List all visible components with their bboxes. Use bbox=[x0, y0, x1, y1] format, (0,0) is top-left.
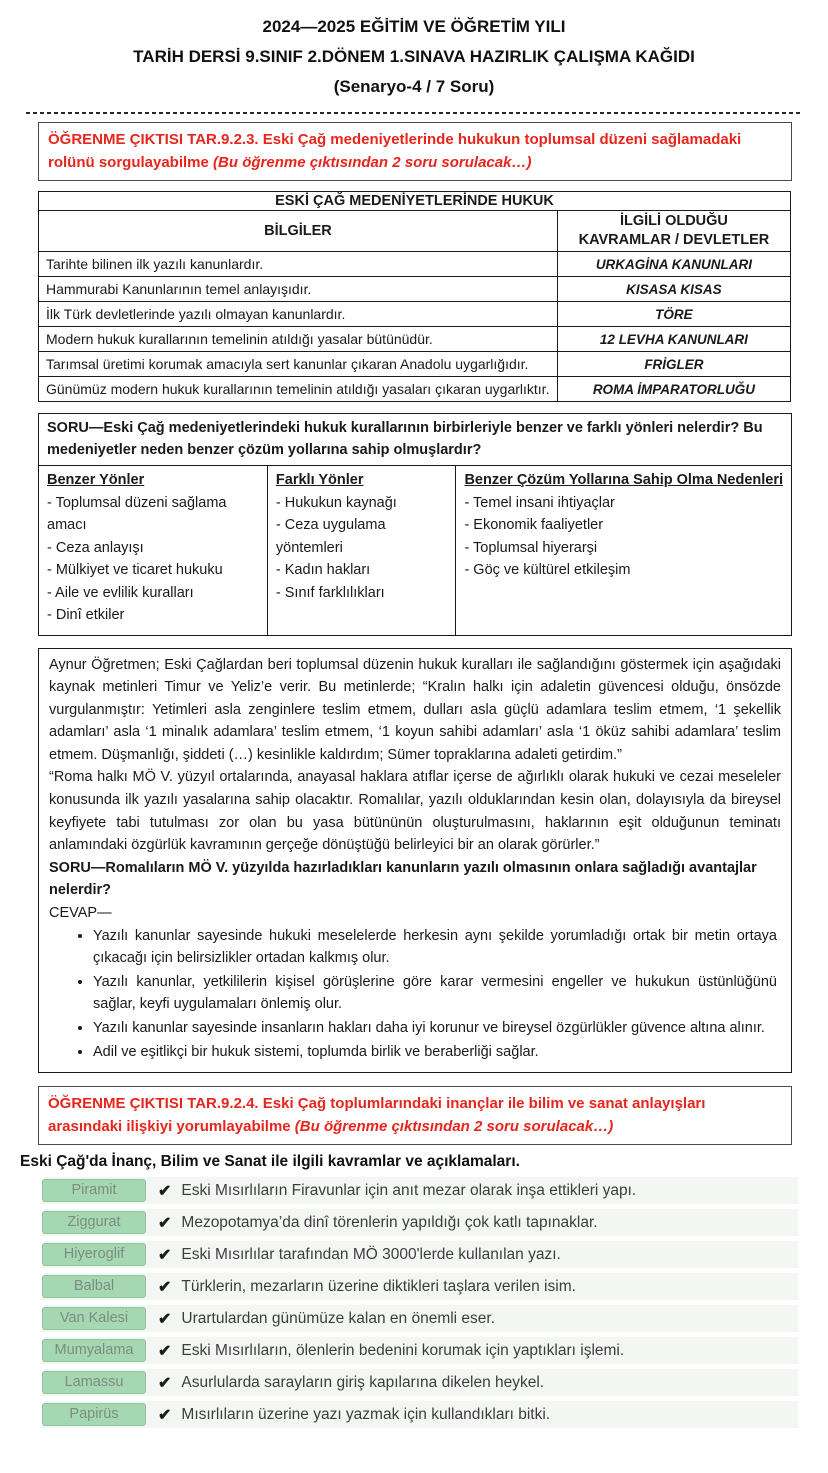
concept-badge: Mumyalama bbox=[42, 1339, 146, 1362]
checkmark-icon: ✔ bbox=[158, 1342, 172, 1360]
checkmark-icon: ✔ bbox=[158, 1374, 172, 1392]
answer-bullet: • Yazılı kanunlar sayesinde hukuki meselelerde herkesin aynı şekilde yorumladığı ortak bir metin ortaya çıkacağı için belirsizlikler ortadan kalkmış olur. bbox=[93, 925, 777, 970]
column-header-concept bbox=[557, 211, 790, 252]
comparison-question: SORU—Eski Çağ medeniyetlerindeki hukuk kurallarının birbirleriyle benzer ve farklı yönleri nelerdir? Bu medeniyetler neden benzer çözüm yollarına sahip olmuşlardır? bbox=[39, 414, 791, 466]
row-info: Hammurabi Kanunlarının temel anlayışıdır. bbox=[39, 277, 558, 302]
title-line-2: TARİH DERSİ 9.SINIF 2.DÖNEM 1.SINAVA HAZIRLIK ÇALIŞMA KAĞIDI bbox=[133, 47, 695, 66]
answer-bullet: • Adil ve eşitlikçi bir hukuk sistemi, toplumda birlik ve beraberliği sağlar. bbox=[93, 1041, 777, 1064]
list-item: - Toplumsal hiyerarşi bbox=[464, 539, 598, 556]
table-header-row bbox=[39, 211, 791, 252]
table-row bbox=[39, 327, 791, 352]
concept-description: Urartulardan günümüze kalan en önemli eser. bbox=[181, 1309, 496, 1327]
learning-outcome-1-box bbox=[38, 122, 792, 181]
list-item: - Mülkiyet ve ticaret hukuku bbox=[47, 562, 223, 578]
concept-badge: Hiyeroglif bbox=[42, 1243, 146, 1266]
concept-badge: Balbal bbox=[42, 1275, 146, 1298]
answer-label: CEVAP— bbox=[49, 905, 112, 922]
table-title: ESKİ ÇAĞ MEDENİYETLERİNDE HUKUK bbox=[39, 192, 791, 211]
concept-row-piramit bbox=[42, 1177, 798, 1204]
checkmark-icon: ✔ bbox=[158, 1182, 172, 1200]
concept-description: Mısırlıların üzerine yazı yazmak için kullandıkları bitki. bbox=[181, 1405, 551, 1423]
row-concept: TÖRE bbox=[557, 302, 790, 327]
comparison-question-box bbox=[38, 413, 792, 636]
common-solutions-column bbox=[456, 466, 791, 635]
concept-row-van-kalesi bbox=[42, 1305, 798, 1332]
concept-description: Mezopotamya’da dinî törenlerin yapıldığı çok katlı tapınaklar. bbox=[181, 1213, 598, 1231]
similar-aspects-column bbox=[39, 466, 268, 635]
list-item: - Dinî etkiler bbox=[47, 607, 125, 623]
column-header: Farklı Yönler bbox=[275, 472, 364, 488]
column-header: Benzer Çözüm Yollarına Sahip Olma Nedenleri bbox=[464, 472, 783, 488]
list-item: - Ceza uygulama yöntemleri bbox=[275, 517, 386, 556]
source-passage-box bbox=[38, 648, 792, 1074]
answer-bullet-list bbox=[49, 925, 781, 1064]
learning-outcome-2-text: ÖĞRENME ÇIKTISI TAR.9.2.4. Eski Çağ toplumlarındaki inançlar ile bilim ve sanat anlayışları arasındaki ilişkiyi yorumlayabilme bbox=[48, 1095, 706, 1136]
table-row bbox=[39, 277, 791, 302]
table-row bbox=[39, 377, 791, 402]
list-item: - Sınıf farklılıkları bbox=[275, 584, 385, 601]
row-concept: ROMA İMPARATORLUĞU bbox=[557, 377, 790, 402]
concept-description: Eski Mısırlıların Firavunlar için anıt mezar olarak inşa ettikleri yapı. bbox=[181, 1181, 637, 1199]
row-info: İlk Türk devletlerinde yazılı olmayan kanunlardır. bbox=[39, 302, 558, 327]
row-info: Tarımsal üretimi korumak amacıyla sert kanunlar çıkaran Anadolu uygarlığıdır. bbox=[39, 352, 558, 377]
comparison-columns bbox=[39, 466, 791, 635]
list-item: - Aile ve evlilik kuralları bbox=[47, 584, 194, 601]
concept-row-balbal bbox=[42, 1273, 798, 1300]
list-item: - Kadın hakları bbox=[275, 562, 371, 578]
concept-row-mumyalama bbox=[42, 1337, 798, 1364]
passage-question: SORU—Romalıların MÖ V. yüzyılda hazırladıkları kanunların yazılı olmasının onlara sağladığı avantajlar nelerdir? bbox=[49, 859, 757, 899]
table-row bbox=[39, 302, 791, 327]
passage-paragraph-1: Aynur Öğretmen; Eski Çağlardan beri toplumsal düzenin hukuk kuralları ile sağlandığını göstermek için aşağıdaki kaynak metinleri Timur ve Yeliz’e verir. Bu metinlerde; “Kralın halkı için adaletin güvencesi olduğu, önsözde vurgulanmıştır: Yetimleri asla zenginlere teslim etmem, dulları asla güçlü adamlara teslim etmem, ‘1 şekellik adamları’ asla ‘1 minalık adamlara’ teslim etmem, ‘1 koyun sahibi adamları’ asla ‘1 öküz sahibi adamlara’ teslim etmem. Düşmanlığı, şiddeti (…) kesinlikle kaldırdım; Sümer topraklarına adaleti getirdim.” bbox=[49, 656, 781, 763]
concept-row-ziggurat bbox=[42, 1209, 798, 1236]
checkmark-icon: ✔ bbox=[158, 1406, 172, 1424]
dashed-separator bbox=[26, 112, 802, 114]
title-line-1: 2024—2025 EĞİTİM VE ÖĞRETİM YILI bbox=[262, 17, 566, 36]
answer-bullet: • Yazılı kanunlar, yetkililerin kişisel görüşlerine göre karar vermesini engeller ve hukukun üstünlüğünü sağlar, keyfi uygulamaları önlemiş olur. bbox=[93, 971, 777, 1016]
concept-badge: Piramit bbox=[42, 1179, 146, 1202]
column-header-concept-line1: İLGİLİ OLDUĞU bbox=[619, 213, 728, 229]
row-concept: URKAGİNA KANUNLARI bbox=[557, 252, 790, 277]
concepts-heading: Eski Çağ'da İnanç, Bilim ve Sanat ile ilgili kavramlar ve açıklamaları. bbox=[20, 1153, 520, 1171]
concept-description: Türklerin, mezarların üzerine diktikleri taşlara verilen isim. bbox=[181, 1277, 576, 1295]
concept-description: Eski Mısırlıların, ölenlerin bedenini korumak için yaptıkları işlemi. bbox=[181, 1341, 625, 1359]
learning-outcome-1-text: ÖĞRENME ÇIKTISI TAR.9.2.3. Eski Çağ medeniyetlerinde hukukun toplumsal düzeni sağlamadaki rolünü sorgulayabilme bbox=[48, 131, 742, 171]
concept-row-lamassu bbox=[42, 1369, 798, 1396]
checkmark-icon: ✔ bbox=[158, 1246, 172, 1264]
list-item: - Göç ve kültürel etkileşim bbox=[464, 562, 631, 578]
different-aspects-column bbox=[268, 466, 457, 635]
learning-outcome-2-note: (Bu öğrenme çıktısından 2 soru sorulacak…) bbox=[294, 1118, 614, 1136]
ancient-law-table bbox=[38, 191, 791, 402]
learning-outcome-2-box bbox=[38, 1086, 792, 1145]
list-item: - Ceza anlayışı bbox=[47, 539, 144, 556]
column-header-concept-line2: KAVRAMLAR / DEVLETLER bbox=[578, 232, 770, 248]
concept-row-hiyeroglif bbox=[42, 1241, 798, 1268]
list-item: - Hukukun kaynağı bbox=[275, 494, 397, 511]
column-header-info: BİLGİLER bbox=[39, 211, 558, 252]
table-row bbox=[39, 352, 791, 377]
concept-badge: Papirüs bbox=[42, 1403, 146, 1426]
row-info: Modern hukuk kurallarının temelinin atıldığı yasalar bütünüdür. bbox=[39, 327, 558, 352]
row-concept: KISASA KISAS bbox=[557, 277, 790, 302]
row-info: Tarihte bilinen ilk yazılı kanunlardır. bbox=[39, 252, 558, 277]
concept-badge: Van Kalesi bbox=[42, 1307, 146, 1330]
row-concept: 12 LEVHA KANUNLARI bbox=[557, 327, 790, 352]
learning-outcome-1-note: (Bu öğrenme çıktısından 2 soru sorulacak…) bbox=[213, 154, 532, 171]
checkmark-icon: ✔ bbox=[158, 1310, 172, 1328]
title-line-3: (Senaryo-4 / 7 Soru) bbox=[333, 77, 495, 96]
table-row bbox=[39, 252, 791, 277]
list-item: - Temel insani ihtiyaçlar bbox=[464, 494, 615, 511]
row-info: Günümüz modern hukuk kurallarının temelinin atıldığı yasaları çıkaran uygarlıktır. bbox=[39, 377, 558, 402]
list-item: - Ekonomik faaliyetler bbox=[464, 517, 604, 533]
column-header: Benzer Yönler bbox=[47, 472, 145, 488]
list-item: - Toplumsal düzeni sağlama amacı bbox=[47, 494, 227, 533]
concept-description: Asurlularda sarayların giriş kapılarına dikelen heykel. bbox=[181, 1373, 545, 1391]
concept-description: Eski Mısırlılar tarafından MÖ 3000'lerde kullanılan yazı. bbox=[181, 1245, 561, 1263]
passage-paragraph-2: “Roma halkı MÖ V. yüzyıl ortalarında, anayasal haklara atıflar içerse de ağırlıklı olarak hukuki ve cezai meseleler konusunda ilk yazılı yasalarına sahip olacaktır. Romalılar, yazılı olduklarından kesin olan, dolayısıyla da bireysel keyfiyete tabi tutulması zor olan bu yasa bütününün oluşturulmasını, haklarının eşit olduğunun teminatı anlamındaki özgürlük kavramının gerçeğe dönüştüğü belirleyici bir an olarak görürler.” bbox=[49, 769, 781, 854]
row-concept: FRİGLER bbox=[557, 352, 790, 377]
checkmark-icon: ✔ bbox=[158, 1214, 172, 1232]
table-title-row bbox=[39, 192, 791, 211]
concept-badge: Lamassu bbox=[42, 1371, 146, 1394]
concept-row-papirus bbox=[42, 1401, 798, 1428]
checkmark-icon: ✔ bbox=[158, 1278, 172, 1296]
answer-bullet: • Yazılı kanunlar sayesinde insanların hakları daha iyi korunur ve bireysel özgürlükler güvence altına alınır. bbox=[93, 1017, 777, 1040]
document-title bbox=[0, 12, 828, 102]
concept-badge: Ziggurat bbox=[42, 1211, 146, 1234]
